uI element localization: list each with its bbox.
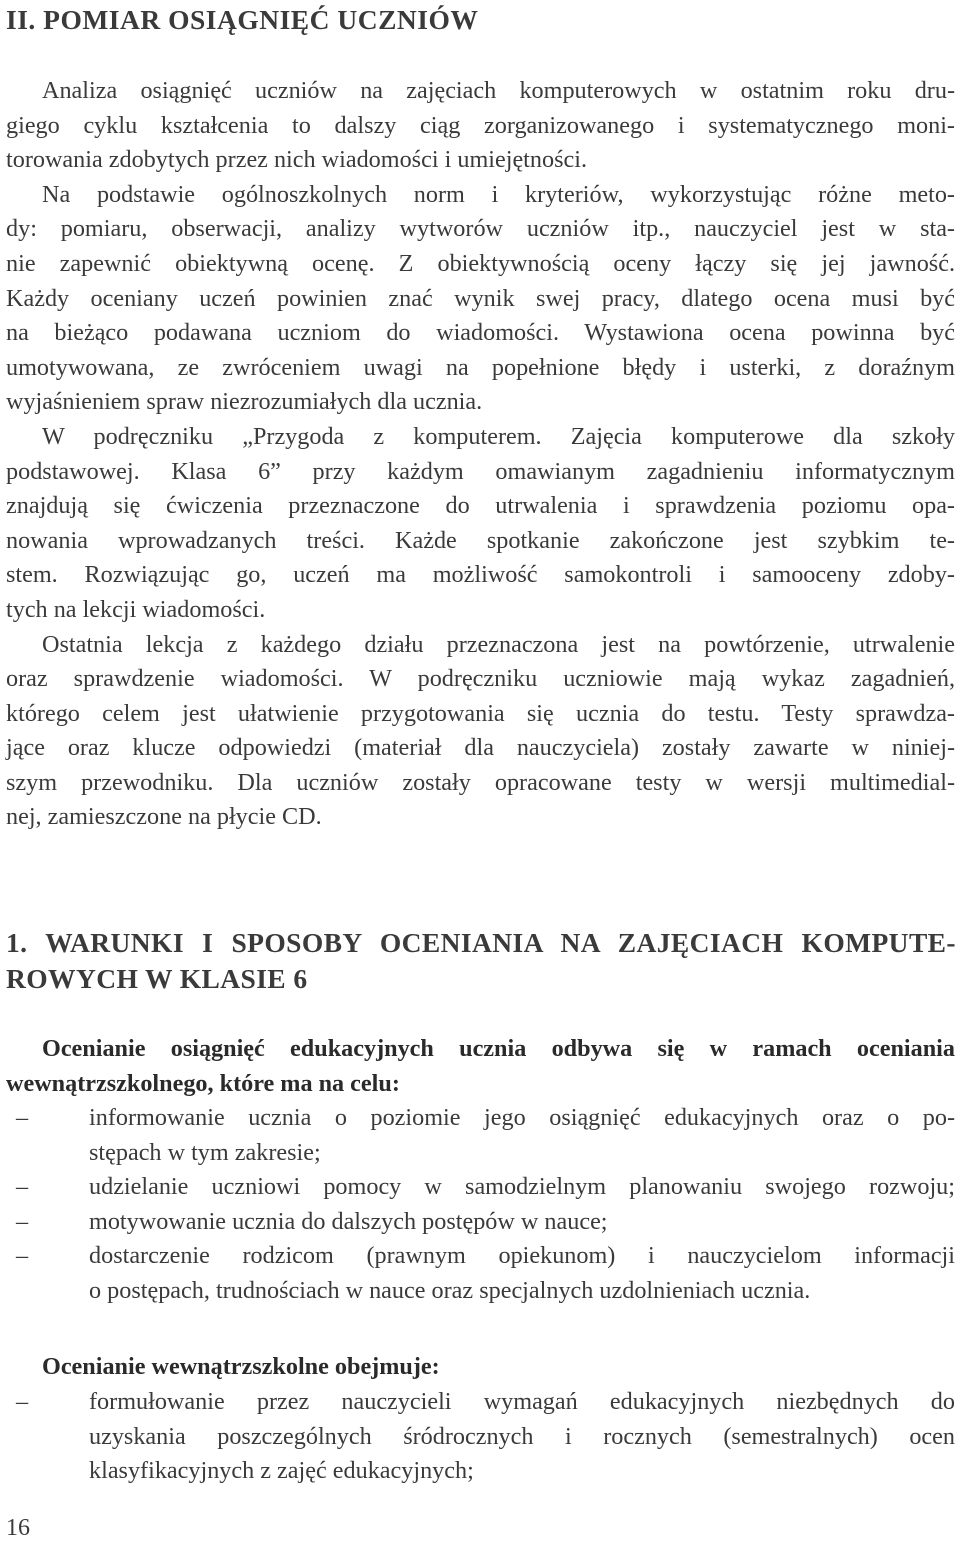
text-line: stem. Rozwiązując go, uczeń ma możliwość samokontroli i samooceny zdoby- (6, 561, 955, 589)
text-line: umotywowana, ze zwróceniem uwagi na popełnione błędy i usterki, z doraźnym (6, 353, 955, 381)
scope-heading (6, 1350, 955, 1385)
text-line: na bieżąco podawana uczniom do wiadomości. Wystawiona ocena powinna być (6, 319, 955, 347)
text-line: Każdy oceniany uczeń powinien znać wynik swej pracy, dlatego ocena musi być (6, 284, 955, 312)
text-line: tych na lekcji wiadomości. (6, 595, 266, 623)
list-item (6, 1385, 955, 1489)
text-line: znajdują się ćwiczenia przeznaczone do utrwalenia i sprawdzenia poziomu opa- (6, 492, 955, 520)
text-line: podstawowej. Klasa 6” przy każdym omawianym zagadnieniu informatycznym (6, 457, 955, 485)
list-item-line: uzyskania poszczególnych śródrocznych i rocznych (semestralnych) ocen (89, 1422, 955, 1450)
text-line: oraz sprawdzenie wiadomości. W podręczniku uczniowie mają wykaz zagadnień, (6, 665, 955, 693)
text-line: nie zapewnić obiektywną ocenę. Z obiektywnością oceny łączy się jej jawność. (6, 249, 955, 277)
text-line: nowania wprowadzanych treści. Każde spotkanie zakończone jest szybkim te- (6, 526, 955, 554)
text-line: W podręczniku „Przygoda z komputerem. Zajęcia komputerowe dla szkoły (42, 422, 955, 450)
dash-bullet: – (16, 1207, 29, 1235)
dash-bullet: – (16, 1173, 29, 1201)
text-line: Na podstawie ogólnoszkolnych norm i kryteriów, wykorzystując różne meto- (42, 180, 955, 208)
text-line: Ostatnia lekcja z każdego działu przeznaczona jest na powtórzenie, utrwalenie (42, 630, 955, 658)
text-line: dy: pomiaru, obserwacji, analizy wytworów uczniów itp., nauczyciel jest w sta- (6, 215, 955, 243)
heading-line: Ocenianie wewnątrzszkolne obejmuje: (42, 1353, 440, 1380)
list-item-line: o postępach, trudnościach w nauce oraz specjalnych uzdolnieniach ucznia. (89, 1276, 811, 1304)
goals-list (6, 1101, 955, 1309)
text-line: torowania zdobytych przez nich wiadomości i umiejętności. (6, 146, 587, 174)
text-line: Analiza osiągnięć uczniów na zajęciach komputerowych w ostatnim roku dru- (42, 77, 955, 104)
list-item (6, 1170, 955, 1205)
heading-line: Ocenianie osiągnięć edukacyjnych ucznia odbywa się w ramach oceniania (42, 1035, 955, 1062)
page-number: 16 (6, 1515, 30, 1541)
list-item (6, 1205, 955, 1240)
list-item-line: stępach w tym zakresie; (89, 1138, 321, 1166)
subsection-title (6, 925, 956, 997)
dash-bullet: – (16, 1242, 29, 1270)
section-title: II. POMIAR OSIĄGNIĘĆ UCZNIÓW (6, 4, 479, 35)
subsection-title-line: 1. WARUNKI I SPOSOBY OCENIANIA NA ZAJĘCIACH KOMPUTE- (6, 927, 956, 958)
intro-text (6, 74, 955, 835)
text-line: jące oraz klucze odpowiedzi (materiał dla nauczyciela) zostały zawarte w niniej- (6, 734, 955, 762)
list-item (6, 1101, 955, 1170)
text-line: wyjaśnieniem spraw niezrozumiałych dla ucznia. (6, 388, 483, 416)
dash-bullet: – (16, 1104, 29, 1131)
text-line: którego celem jest ułatwienie przygotowania się ucznia do testu. Testy sprawdza- (6, 699, 955, 727)
text-line: szym przewodniku. Dla uczniów zostały opracowane testy w wersji multimedial- (6, 768, 955, 796)
list-item-line: motywowanie ucznia do dalszych postępów w nauce; (89, 1207, 608, 1235)
text-line: nej, zamieszczone na płycie CD. (6, 803, 322, 831)
subsection-title-line: ROWYCH W KLASIE 6 (6, 963, 308, 994)
list-item-line: udzielanie uczniowi pomocy w samodzielnym planowaniu swojego rozwoju; (89, 1173, 955, 1201)
goals-heading (6, 1032, 955, 1101)
list-item-line: formułowanie przez nauczycieli wymagań edukacyjnych niezbędnych do (89, 1388, 955, 1415)
text-line: giego cyklu kształcenia to dalszy ciąg zorganizowanego i systematycznego moni- (6, 111, 955, 139)
scope-list (6, 1385, 955, 1489)
list-item-line: informowanie ucznia o poziomie jego osiągnięć edukacyjnych oraz o po- (89, 1104, 955, 1131)
dash-bullet: – (16, 1388, 29, 1415)
list-item-line: dostarczenie rodzicom (prawnym opiekunom) i nauczycielom informacji (89, 1242, 955, 1270)
list-item-line: klasyfikacyjnych z zajęć edukacyjnych; (89, 1457, 474, 1485)
heading-line: wewnątrzszkolnego, które ma na celu: (6, 1069, 400, 1097)
list-item (6, 1239, 955, 1308)
